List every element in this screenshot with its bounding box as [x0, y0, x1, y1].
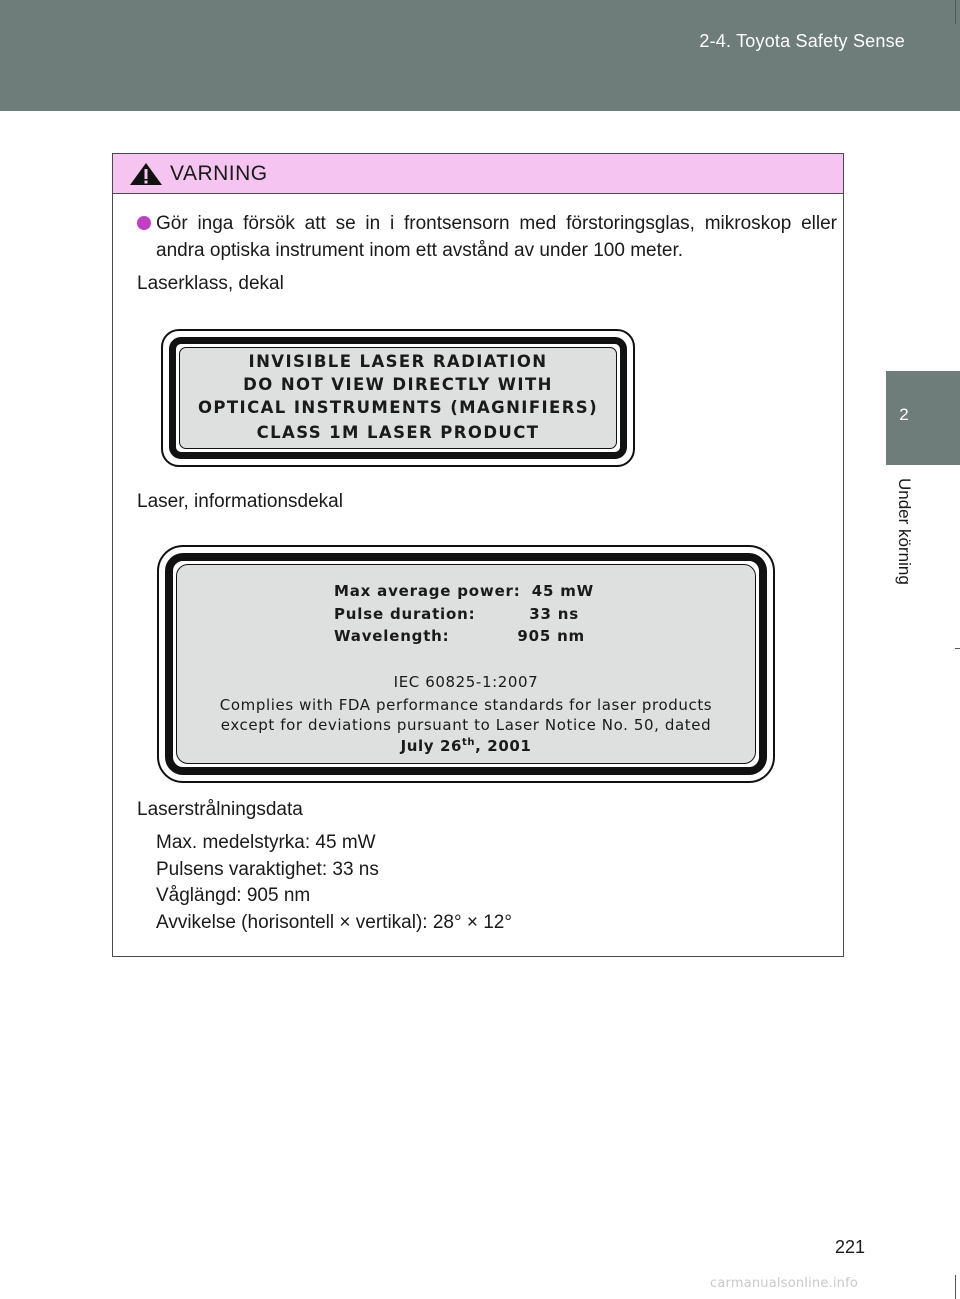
label-line: OPTICAL INSTRUMENTS (MAGNIFIERS) [197, 398, 599, 417]
date-prefix: July 26 [400, 736, 463, 755]
warning-bullet [137, 210, 837, 264]
page-header [0, 0, 960, 111]
crop-mark [955, 0, 956, 24]
spec-key: Pulse duration: [334, 604, 476, 623]
spec-key: Max average power: [334, 582, 521, 600]
label-line: CLASS 1M LASER PRODUCT [256, 423, 540, 442]
radiation-data-heading: Laserstrålningsdata [137, 799, 303, 820]
label-line: DO NOT VIEW DIRECTLY WITH [243, 375, 553, 394]
label-body [179, 347, 617, 449]
comply-date [177, 736, 755, 757]
warning-header [113, 154, 843, 194]
list-item: Avvikelse (horisontell × vertikal): 28° × 12° [156, 911, 512, 933]
label-body [176, 564, 756, 764]
date-suffix: , 2001 [475, 736, 532, 755]
comply-line: Complies with FDA performance standards for laser products [219, 695, 713, 714]
list-item: Våglängd: 905 nm [156, 885, 311, 906]
watermark: carmanualsonline.info [710, 1276, 859, 1291]
warning-triangle-icon [129, 162, 163, 186]
spec-key: Wavelength: [334, 627, 450, 645]
spec-value: 45 mW [531, 582, 594, 600]
standard-text: IEC 60825-1:2007 [393, 673, 539, 691]
compliance-text [177, 672, 755, 756]
label-line: INVISIBLE LASER RADIATION [248, 352, 548, 371]
list-item: Max. medelstyrka: 45 mW [156, 832, 376, 853]
radiation-data-list [156, 830, 512, 936]
list-item: Pulsens varaktighet: 33 ns [156, 858, 379, 880]
bullet-text: Gör inga försök att se in i frontsensorn med förstoringsglas, mikroskop eller andra optiska instrument inom ett avstånd av under 100 meter. [156, 213, 837, 261]
laser-class-label [161, 329, 635, 467]
info-label-heading: Laser, informationsdekal [137, 491, 343, 512]
comply-line: except for deviations pursuant to Laser Notice No. 50, dated [220, 716, 712, 734]
warning-title: VARNING [170, 162, 268, 185]
chapter-tab[interactable] [886, 371, 960, 465]
label-frame [169, 337, 627, 459]
laser-class-heading: Laserklass, dekal [137, 273, 284, 294]
warning-box [112, 153, 844, 957]
chapter-number: 2 [899, 405, 909, 424]
date-sup: th [462, 736, 476, 748]
page-number: 221 [835, 1237, 866, 1257]
section-title: 2-4. Toyota Safety Sense [699, 31, 905, 51]
spec-value: 905 nm [517, 627, 585, 645]
chapter-label: Under körning [895, 478, 914, 585]
crop-mark [955, 648, 960, 649]
laser-info-label [157, 545, 775, 783]
label-frame [165, 553, 767, 775]
bullet-dot-icon [137, 216, 151, 230]
spec-value: 33 ns [529, 604, 579, 623]
crop-mark [955, 1275, 956, 1299]
